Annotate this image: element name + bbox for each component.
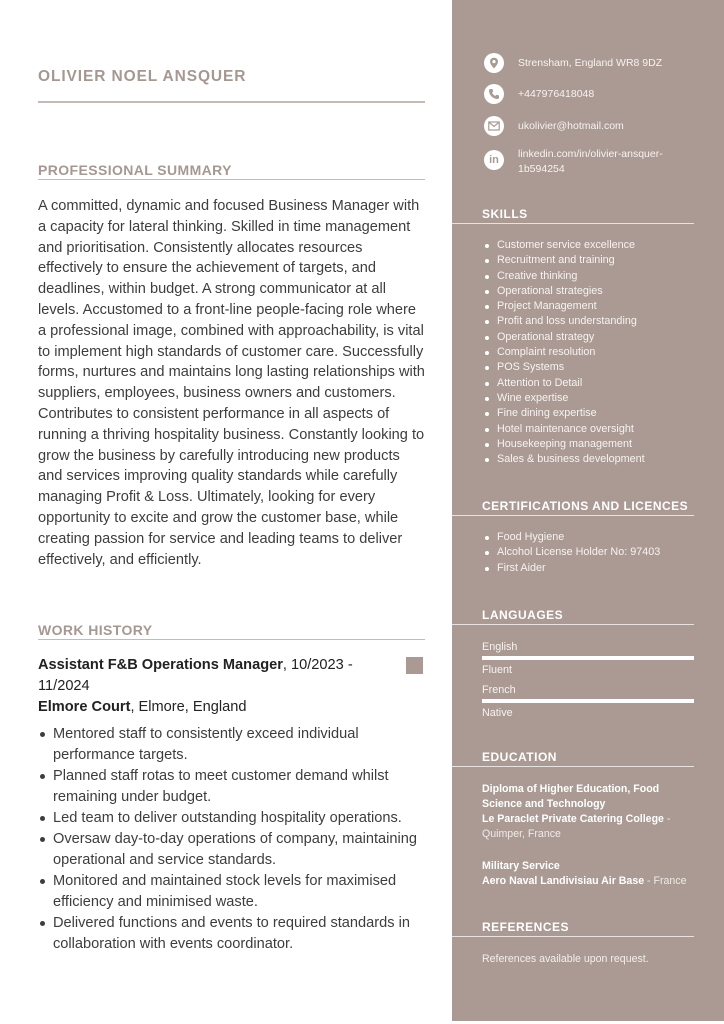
skill-item: Creative thinking [484,269,645,284]
education-degree: Diploma of Higher Education, Food [482,783,660,795]
candidate-name: OLIVIER NOEL ANSQUER [38,68,247,85]
education-heading: EDUCATION [452,750,694,767]
skill-item: Recruitment and training [484,253,645,268]
name-divider [38,101,425,103]
job-employer: Elmore Court [38,699,131,715]
linkedin-text[interactable] [518,147,698,177]
sidebar [452,0,724,1021]
job-bullet: Planned staff rotas to meet customer demand whilst remaining under budget. [38,766,425,808]
skills-list [484,238,645,467]
language-french [482,683,694,720]
language-english [482,640,694,677]
education-degree: Military Service [482,860,560,872]
job-marker-square [406,657,423,674]
education-school-line [482,874,697,889]
skill-item: Sales & business development [484,452,645,467]
language-proficiency-bar [482,699,694,703]
job-title-line [38,655,388,697]
education-entry [482,859,697,889]
education-school: Le Paraclet Private Catering College [482,813,664,825]
language-level: Fluent [482,664,513,676]
linkedin-line-1: linkedin.com/in/olivier-ansquer- [518,148,663,160]
skill-item: Project Management [484,299,645,314]
job-bullet: Oversaw day-to-day operations of company, maintaining operational and service standards. [38,829,425,871]
job-bullet: Delivered functions and events to required standards in collaboration with events coordinator. [38,913,425,955]
skill-item: Hotel maintenance oversight [484,422,645,437]
education-school-line [482,812,697,827]
linkedin-icon: in [484,150,504,170]
skill-item: Housekeeping management [484,437,645,452]
skills-heading: SKILLS [452,207,694,224]
skill-item: Customer service excellence [484,238,645,253]
job-bullet: Monitored and maintained stock levels for maximised efficiency and minimised waste. [38,871,425,913]
job-employer-line [38,697,425,718]
job-location: , Elmore, England [130,699,247,715]
skill-item: Complaint resolution [484,345,645,360]
job-dates: , 10/2023 - 11/2024 [38,657,353,694]
summary-text: A committed, dynamic and focused Business Manager with a capacity for lateral thinking. Skilled in time management and prioritisation. Consistently allocates resources effectively to ensure the achievement of targets, and deadlines, within budget. A strong communicator at all levels. Accustomed to a front-line people-facing role where a professional image, combined with approachability, is vital to implement high standards of customer care. Successfully forms, nurtures and maintains long lasting relationships with suppliers, employees, business owners and customers. Contributes to consistent performance in all aspects of running a thriving hospitality business. Constantly looking to grow the business by carefully introducing new products and services improving quality standards while carefully managing Profit & Loss. Ultimately, looking for every opportunity to excite and grow the customer base, while creating passion for service and leading teams to deliver effectively, and efficiently. [38,198,425,568]
work-history-heading: WORK HISTORY [38,622,425,640]
education-degree-cont: Science and Technology [482,798,606,810]
education-entry [482,782,697,842]
education-location: Quimper, France [482,828,561,840]
envelope-icon [484,116,504,136]
education-school: Aero Naval Landivisiau Air Base [482,875,645,887]
certification-item: Food Hygiene [484,530,660,545]
job-bullet: Led team to deliver outstanding hospitality operations. [38,808,425,829]
skill-item: Profit and loss understanding [484,314,645,329]
phone-text: +447976418048 [518,88,595,100]
location-pin-icon [484,53,504,73]
skill-item: Operational strategy [484,330,645,345]
certification-item: Alcohol License Holder No: 97403 [484,545,660,560]
language-proficiency-bar [482,656,694,660]
certifications-list [484,530,660,576]
skill-item: Operational strategies [484,284,645,299]
skill-item: POS Systems [484,360,645,375]
language-name: French [482,684,516,696]
language-level: Native [482,707,513,719]
job-bullet: Mentored staff to consistently exceed individual performance targets. [38,724,425,766]
education-separator: - [644,875,654,887]
linkedin-line-2: 1b594254 [518,163,565,175]
certification-item: First Aider [484,561,660,576]
summary-heading: PROFESSIONAL SUMMARY [38,162,425,180]
phone-icon [484,84,504,104]
certifications-heading: CERTIFICATIONS AND LICENCES [452,499,694,516]
language-name: English [482,641,518,653]
address-text: Strensham, England WR8 9DZ [518,57,663,69]
languages-heading: LANGUAGES [452,608,694,625]
skill-item: Wine expertise [484,391,645,406]
email-text[interactable]: ukolivier@hotmail.com [518,120,624,132]
skill-item: Attention to Detail [484,376,645,391]
skill-item: Fine dining expertise [484,406,645,421]
references-heading: REFERENCES [452,920,694,937]
education-location: France [653,875,687,887]
job-role: Assistant F&B Operations Manager [38,657,283,673]
job-bullet-list [38,724,425,955]
job-entry [38,655,425,955]
references-text: References available upon request. [482,953,649,965]
education-separator: - [663,813,671,825]
